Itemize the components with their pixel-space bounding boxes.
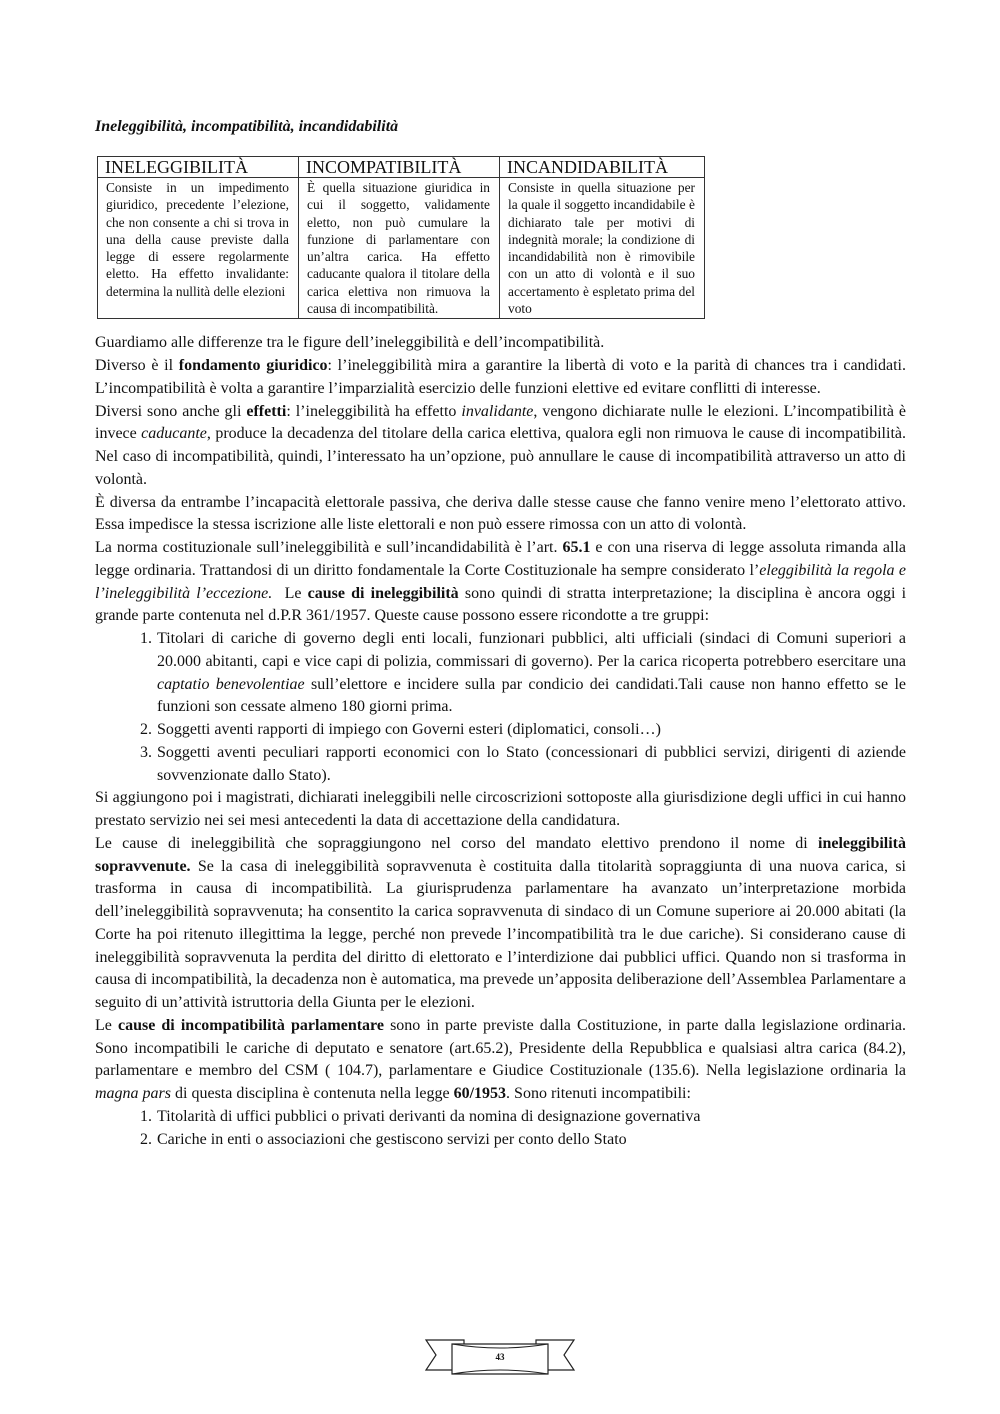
list-item: 1. Titolari di cariche di governo degli enti locali, funzionari pubblici, alti ufficiali (sindaci di Comuni superiori a 20.000 abitanti, capi e vice capi di polizia, commissari di governo). Per la carica ricoperta potrebbero esercitare una captatio benevolentiae sull’elettore e incidere sulla par condicio dei candidati.Tali cause non hanno effetto se le funzioni son cessate almeno 180 giorni prima. xyxy=(156,628,906,719)
paragraph-magistrati: Si aggiungono poi i magistrati, dichiarati ineleggibili nelle circoscrizioni sottoposte alla giurisdizione degli uffici in cui hanno prestato servizio nei sei mesi antecedenti la data di accettazione della candidatura. xyxy=(95,789,906,830)
paragraph-fondamento: Diverso è il fondamento giuridico: l’ineleggibilità mira a garantire la libertà di voto e la parità di chances tra i candidati. L’incompatibilità è volta a garantire l’imparzialità esercizio delle funzioni elettive ed evitare conflitti di interesse. xyxy=(95,357,906,397)
list-item: 1. Titolarità di uffici pubblici o privati derivanti da nomina di designazione governativa xyxy=(156,1106,906,1129)
section-heading: Ineleggibilità, incompatibilità, incandidabilità xyxy=(95,118,399,135)
paragraph-incapacita: È diversa da entrambe l’incapacità elettorale passiva, che deriva dalle stesse cause che fanno venire meno l’elettorato attivo. Essa impedisce la stessa iscrizione alle liste elettorali e non può essere rimossa con un atto di volontà. xyxy=(95,493,906,534)
paragraph-intro: Guardiamo alle differenze tra le figure dell’ineleggibilità e dell’incompatibilità. xyxy=(95,334,605,352)
paragraph-incompatibilita: Le cause di incompatibilità parlamentare sono in parte previste dalla Costituzione, in parte dalla legislazione ordinaria. Sono incompatibili le cariche di deputato e senatore (art.65.2), Presidente della Repubblica e qualsiasi altra carica (84.2), parlamentare e membro del CSM ( 104.7), parlamentare e Giudice Costituzionale (135.6). Nella legislazione ordinaria la magna pars di questa disciplina è contenuta nella legge 60/1953. Sono ritenuti incompatibili: xyxy=(95,1016,907,1103)
list-item: 2. Soggetti aventi rapporti di impiego con Governi esteri (diplomatici, consoli…) xyxy=(156,719,906,742)
page-number-banner xyxy=(424,1338,576,1378)
header-incompatibilita: INCOMPATIBILITÀ xyxy=(299,157,500,178)
header-incandidabilita: INCANDIDABILITÀ xyxy=(500,157,705,178)
document-page xyxy=(95,118,906,1151)
list-item: 2. Cariche in enti o associazioni che gestiscono servizi per conto dello Stato xyxy=(156,1129,906,1152)
incompatibilita-list xyxy=(95,1106,906,1152)
cell-incompatibilita: È quella situazione giuridica in cui il soggetto, validamente eletto, non può cumulare la funzione di parlamentare con un’altra carica. Ha effetto caducante qualora il titolare della carica elettiva non rimuova la causa di incompatibilità. xyxy=(299,178,500,319)
page-number: 43 xyxy=(495,1352,505,1362)
paragraph-norma: La norma costituzionale sull’ineleggibilità e sull’incandidabilità è l’art. 65.1 e con una riserva di legge assoluta rimanda alla legge ordinaria. Trattandosi di un diritto fondamentale la Corte Costituzionale ha sempre considerato l’eleggibilità la regola e l’ineleggibilità l’eccezione. Le cause di ineleggibilità sono quindi di stratta interpretazione; la disciplina è ancora oggi i grande parte contenuta nel d.P.R 361/1957. Queste cause possono essere ricondotte a tre gruppi: xyxy=(95,539,907,625)
comparison-table xyxy=(97,156,705,319)
cell-incandidabilita: Consiste in quella situazione per la quale il soggetto incandidabile è dichiarato tale per motivi di indegnità morale; la condizione di incandidabilità non è rimovibile con un atto di volontà e il suo accertamento è espletato prima del voto xyxy=(500,178,705,319)
paragraph-effetti: Diversi sono anche gli effetti: l’ineleggibilità ha effetto invalidante, vengono dichiarate nulle le elezioni. L’incompatibilità è invece caducante, produce la decadenza del titolare della carica elettiva, qualora egli non rimuova le cause di incompatibilità. Nel caso di incompatibilità, quindi, l’interessato ha un’opzione, può annullare le cause di incompatibilità attraverso un atto di volontà. xyxy=(95,402,907,488)
cell-ineleggibilita: Consiste in un impedimento giuridico, precedente l’elezione, che non consente a chi si trova in una della cause previste dalla legge di essere regolarmente eletto. Ha effetto invalidante: determina la nullità delle elezioni xyxy=(98,178,299,319)
ineleggibilita-causes-list xyxy=(95,628,906,787)
list-item: 3. Soggetti aventi peculiari rapporti economici con lo Stato (concessionari di pubblici servizi, dirigenti di aziende sovvenzionate dallo Stato). xyxy=(156,742,906,788)
table-row xyxy=(98,178,705,319)
paragraph-sopravvenute: Le cause di ineleggibilità che sopraggiungono nel corso del mandato elettivo prendono il nome di ineleggibilità sopravvenute. Se la casa di ineleggibilità sopravvenuta è costituita dalla titolarità sopraggiunta di una nuova carica, si trasforma in causa di incompatibilità. La giurisprudenza parlamentare ha avanzato un’interpretazione morbida dell’ineleggibilità sopravvenuta; ha consentito la carica sopravvenuta di sindaco di un Comune superiore ai 20.000 abitati (la Corte ha poi ritenuto illegittima la legge, perché non prevede l’incompatibilità tra le due cariche). Si considerano cause di ineleggibilità sopravvenuta la perdita del diritto di elettorato e l’interdizione dai pubblici uffici. Quando non si trasforma in causa di incompatibilità, la decadenza non è automatica, ma prevede un’apposita deliberazione dell’Assemblea Parlamentare a seguito di un’attività istruttoria della Giunta per le elezioni. xyxy=(95,834,906,1012)
table-header-row xyxy=(98,157,705,178)
body-text xyxy=(95,332,906,1151)
header-ineleggibilita: INELEGGIBILITÀ xyxy=(98,157,299,178)
